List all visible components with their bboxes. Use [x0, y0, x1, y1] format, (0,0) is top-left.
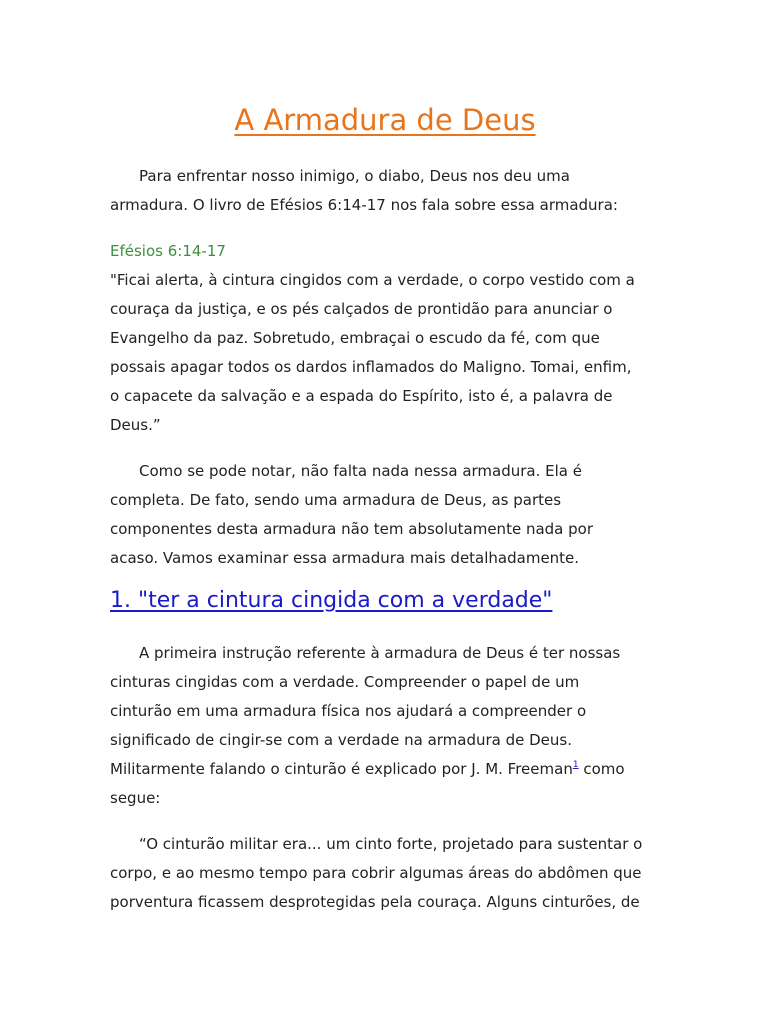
section-1-line: cinturão em uma armadura física nos ajudará a compreender o: [110, 702, 587, 720]
section-1-freeman-line: [110, 755, 660, 784]
quote-line: couraça da justiça, e os pés calçados de prontidão para anunciar o: [110, 300, 613, 318]
observation-line: acaso. Vamos examinar essa armadura mais detalhadamente.: [110, 549, 580, 567]
quote-line: Deus.”: [110, 416, 161, 434]
intro-line: Para enfrentar nosso inimigo, o diabo, Deus nos deu uma: [139, 167, 570, 185]
freeman-quote-line: corpo, e ao mesmo tempo para cobrir algumas áreas do abdômen que: [110, 864, 642, 882]
scripture-reference: Efésios 6:14-17: [110, 242, 226, 260]
freeman-text: Militarmente falando o cinturão é explicado por J. M. Freeman: [110, 760, 573, 778]
section-1-line: cinturas cingidas com a verdade. Compreender o papel de um: [110, 673, 580, 691]
section-1-line: segue:: [110, 789, 161, 807]
scripture-quote: [110, 266, 660, 440]
quote-line: "Ficai alerta, à cintura cingidos com a verdade, o corpo vestido com a: [110, 271, 635, 289]
observation-line: componentes desta armadura não tem absolutamente nada por: [110, 520, 593, 538]
intro-line: armadura. O livro de Efésios 6:14-17 nos fala sobre essa armadura:: [110, 196, 618, 214]
footnote-link[interactable]: 1: [572, 760, 579, 770]
freeman-quote-line: porventura ficassem desprotegidas pela couraça. Alguns cinturões, de: [110, 893, 640, 911]
section-1-line: significado de cingir-se com a verdade na armadura de Deus.: [110, 731, 573, 749]
section-1-heading-link[interactable]: 1. "ter a cintura cingida com a verdade": [110, 588, 553, 613]
freeman-quote-paragraph: [110, 830, 660, 917]
document-title: A Armadura de Deus: [234, 103, 536, 137]
quote-line: o capacete da salvação e a espada do Espírito, isto é, a palavra de: [110, 387, 613, 405]
intro-paragraph: [110, 162, 660, 220]
freeman-quote-line: “O cinturão militar era... um cinto forte, projetado para sustentar o: [139, 835, 643, 853]
observation-line: completa. De fato, sendo uma armadura de Deus, as partes: [110, 491, 562, 509]
section-1-paragraph: [110, 639, 660, 813]
observation-line: Como se pode notar, não falta nada nessa armadura. Ela é: [139, 462, 582, 480]
quote-line: possais apagar todos os dardos inflamados do Maligno. Tomai, enfim,: [110, 358, 632, 376]
quote-line: Evangelho da paz. Sobretudo, embraçai o escudo da fé, com que: [110, 329, 600, 347]
observation-paragraph: [110, 457, 660, 573]
freeman-text-after: como: [578, 760, 625, 778]
section-1-line: A primeira instrução referente à armadura de Deus é ter nossas: [139, 644, 621, 662]
